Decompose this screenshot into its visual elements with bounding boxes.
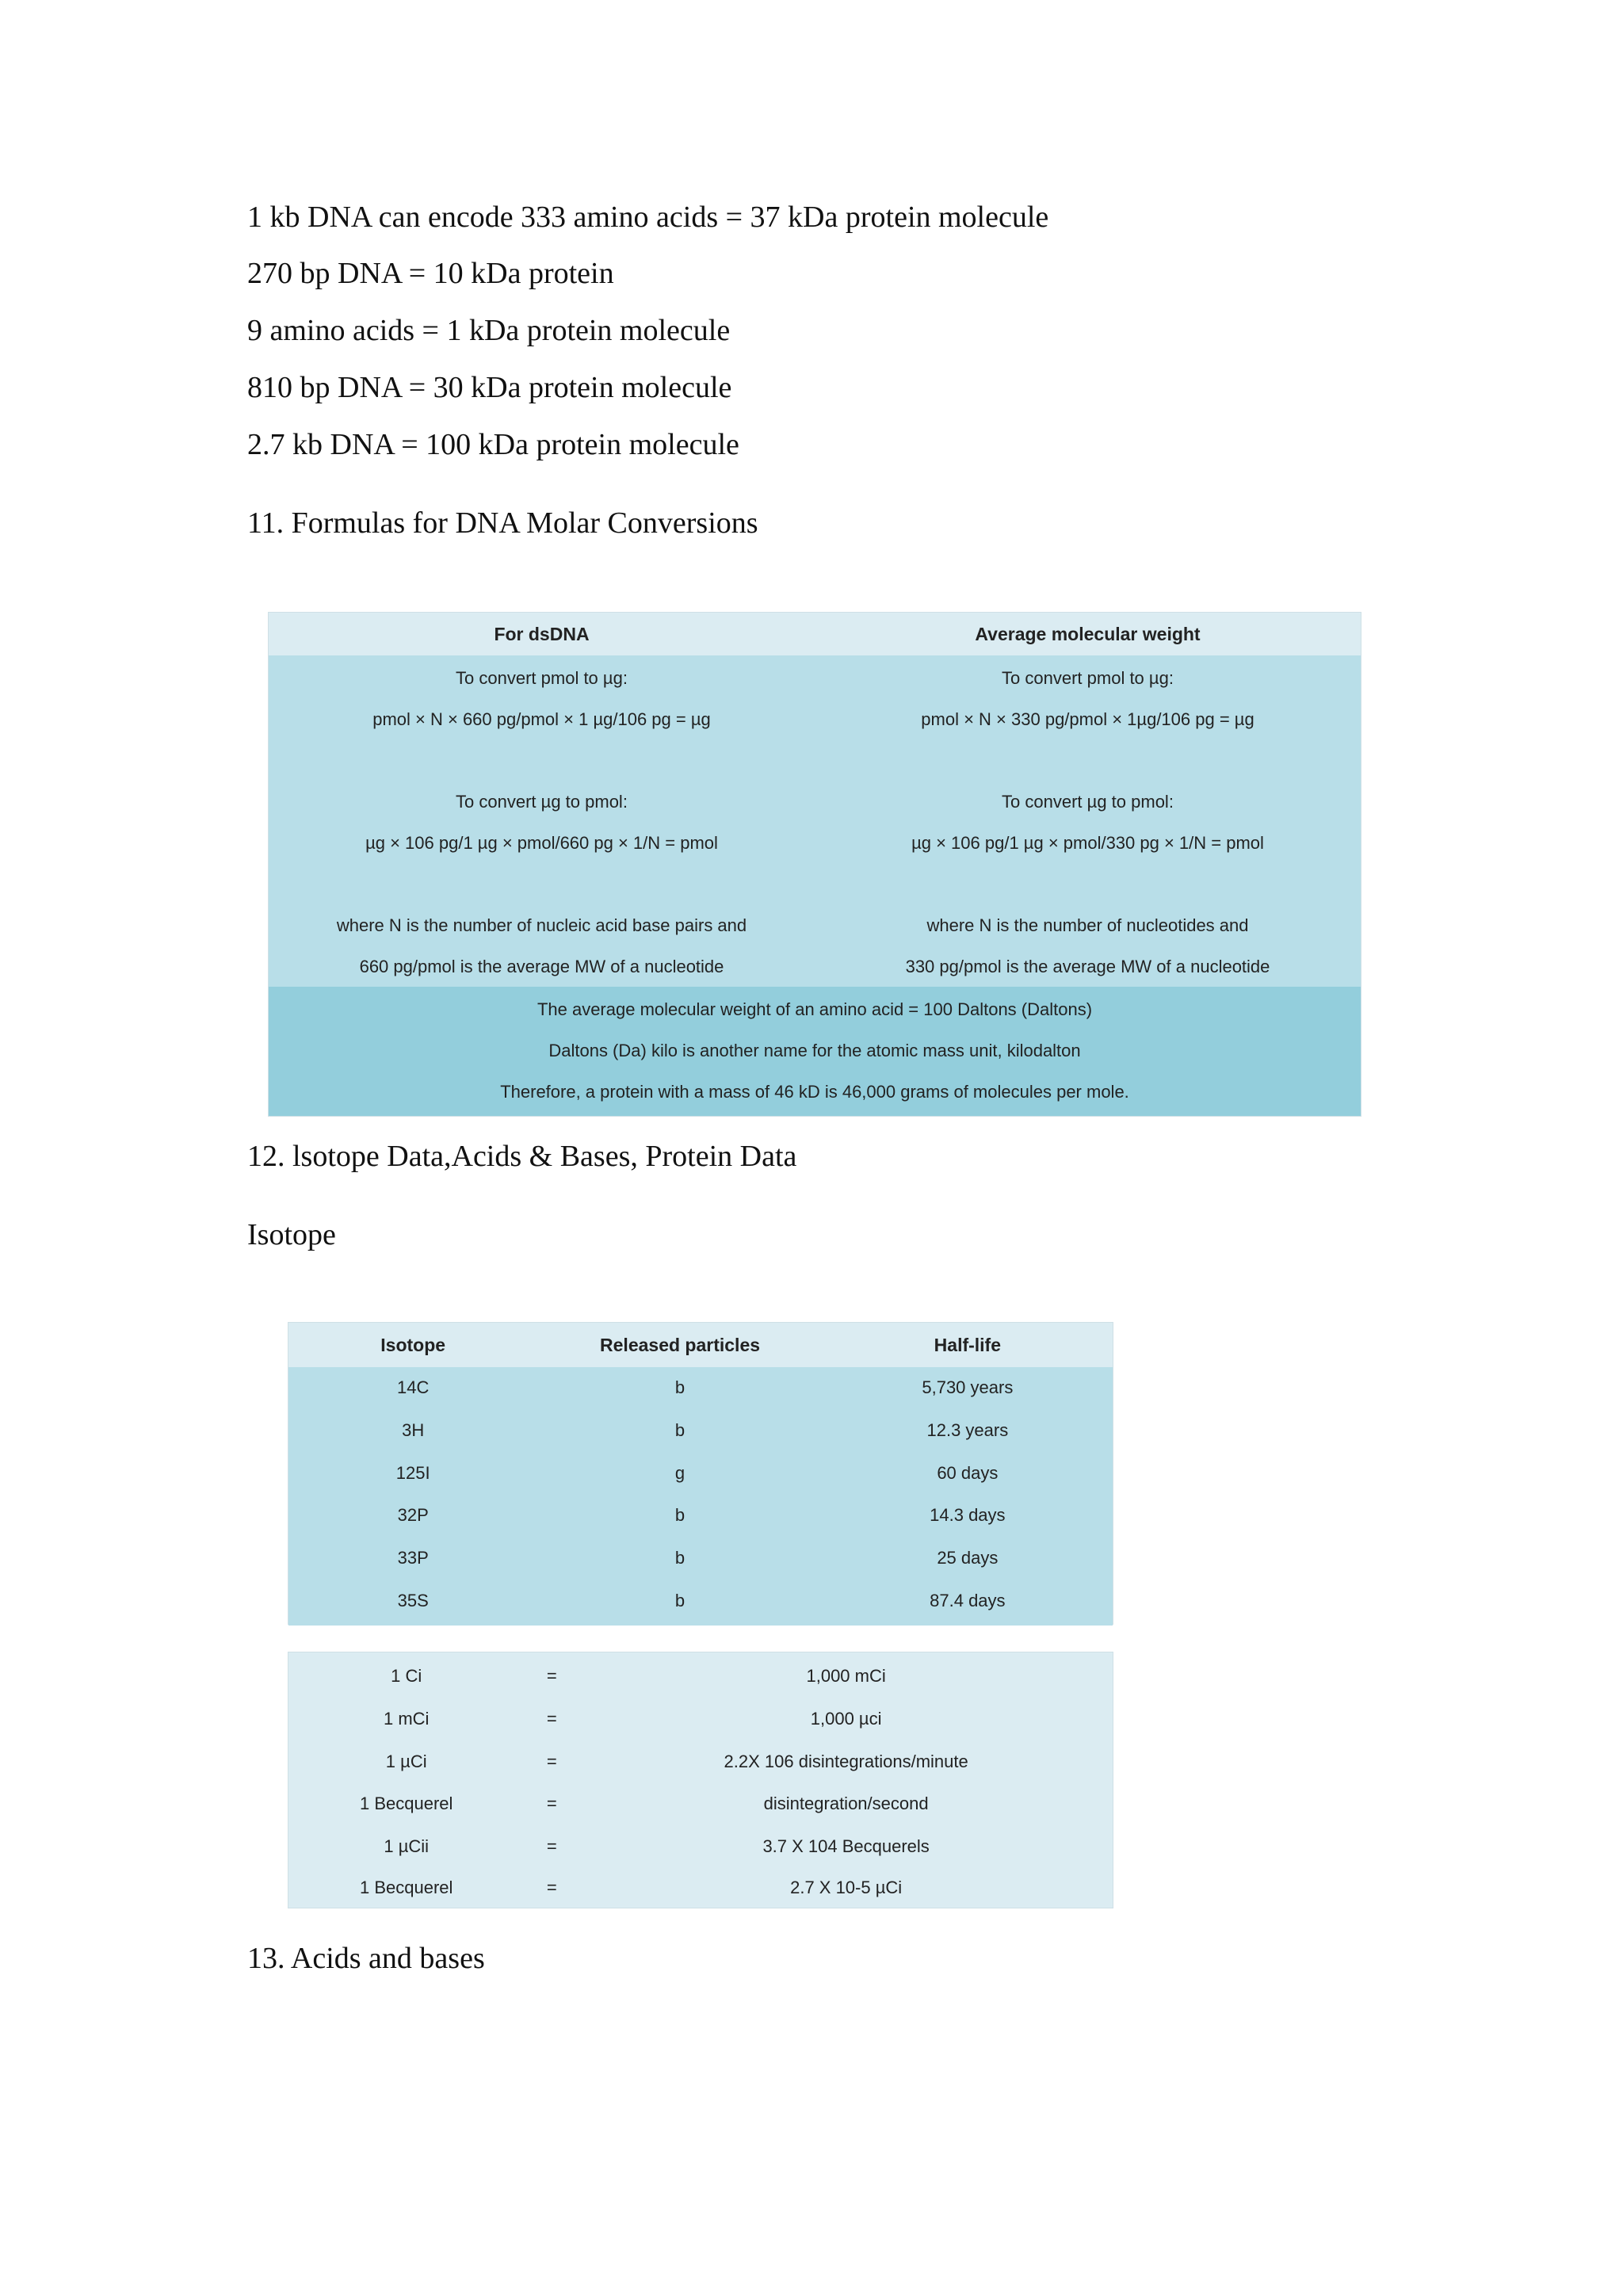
equals-cell: =: [546, 1794, 557, 1813]
section-heading-13: 13. Acids and bases: [247, 1942, 485, 1975]
avg-mw-column: [815, 655, 1361, 987]
footer-line: The average molecular weight of an amino acid = 100 Daltons (Daltons): [537, 999, 1093, 1019]
table-cell-line: 660 pg/pmol is the average MW of a nucleotide: [359, 957, 724, 976]
table-row: [288, 1703, 1113, 1735]
value-cell: 2.2X 106 disintegrations/minute: [724, 1752, 968, 1771]
value-cell: 1,000 µci: [810, 1709, 882, 1729]
footer-line: Therefore, a protein with a mass of 46 kD is 46,000 grams of molecules per mole.: [500, 1082, 1129, 1102]
isotope-cell: 14C: [397, 1377, 430, 1397]
table-cell-line: To convert pmol to µg:: [1002, 668, 1174, 688]
header-cell: Half-life: [934, 1335, 1002, 1355]
table-cell-line: pmol × N × 330 pg/pmol × 1µg/106 pg = µg: [921, 709, 1254, 729]
unit-cell: 1 mCi: [383, 1709, 430, 1729]
table-row: [288, 1788, 1113, 1820]
isotope-table: [288, 1322, 1113, 1625]
isotope-table-header: [288, 1323, 1113, 1367]
header-cell: Average molecular weight: [975, 624, 1201, 644]
isotope-cell: 33P: [397, 1548, 429, 1568]
particle-cell: g: [674, 1463, 685, 1483]
fact-line: 1 kb DNA can encode 333 amino acids = 37 kDa protein molecule: [247, 201, 1049, 234]
isotope-heading: Isotope: [247, 1218, 336, 1251]
header-cell: Released particles: [600, 1335, 761, 1355]
molar-table-body: [269, 655, 1361, 987]
unit-cell: 1 Becquerel: [360, 1878, 453, 1897]
table-row: [288, 1499, 1113, 1531]
half-life-cell: 60 days: [937, 1463, 999, 1483]
particle-cell: b: [674, 1548, 685, 1568]
isotope-cell: 35S: [397, 1591, 429, 1610]
table-cell-line: To convert µg to pmol:: [1002, 792, 1174, 812]
fact-line: 810 bp DNA = 30 kDa protein molecule: [247, 371, 732, 404]
dsdna-column: [269, 655, 815, 987]
half-life-cell: 12.3 years: [926, 1420, 1009, 1440]
unit-cell: 1 Becquerel: [360, 1794, 453, 1813]
table-cell-line: To convert pmol to µg:: [456, 668, 628, 688]
isotope-cell: 32P: [397, 1505, 429, 1525]
fact-line: 2.7 kb DNA = 100 kDa protein molecule: [247, 428, 739, 461]
table-row: [288, 1872, 1113, 1904]
equals-cell: =: [546, 1709, 557, 1729]
molar-table-header: [269, 613, 1361, 655]
half-life-cell: 14.3 days: [930, 1505, 1006, 1525]
particle-cell: b: [674, 1591, 685, 1610]
isotope-cell: 3H: [402, 1420, 425, 1440]
table-cell-line: 330 pg/pmol is the average MW of a nucleotide: [905, 957, 1270, 976]
table-row: [288, 1746, 1113, 1778]
equals-cell: =: [546, 1752, 557, 1771]
isotope-cell: 125I: [395, 1463, 430, 1483]
particle-cell: b: [674, 1505, 685, 1525]
value-cell: 3.7 X 104 Becquerels: [762, 1836, 930, 1856]
footer-line: Daltons (Da) kilo is another name for the atomic mass unit, kilodalton: [548, 1041, 1081, 1060]
table-row: [288, 1585, 1113, 1617]
value-cell: 1,000 mCi: [806, 1666, 886, 1686]
equals-cell: =: [546, 1836, 557, 1856]
particle-cell: b: [674, 1420, 685, 1440]
fact-line: 270 bp DNA = 10 kDa protein: [247, 257, 614, 290]
equals-cell: =: [546, 1666, 557, 1686]
section-heading-12: 12. lsotope Data,Acids & Bases, Protein Data: [247, 1140, 797, 1173]
table-cell-line: µg × 106 pg/1 µg × pmol/660 pg × 1/N = pmol: [365, 833, 718, 853]
table-row: [288, 1831, 1113, 1862]
value-cell: disintegration/second: [763, 1794, 929, 1813]
molar-table-footer: [269, 987, 1361, 1116]
table-row: [288, 1542, 1113, 1574]
table-cell-line: µg × 106 pg/1 µg × pmol/330 pg × 1/N = pmol: [911, 833, 1264, 853]
table-row: [288, 1372, 1113, 1404]
table-cell-line: where N is the number of nucleotides and: [926, 915, 1249, 935]
table-cell-line: To convert µg to pmol:: [456, 792, 628, 812]
table-row: [288, 1415, 1113, 1446]
header-cell: Isotope: [380, 1335, 446, 1355]
radioactivity-units-table: [288, 1652, 1113, 1908]
table-cell-line: where N is the number of nucleic acid base pairs and: [336, 915, 747, 935]
header-cell: For dsDNA: [494, 624, 590, 644]
table-cell-line: pmol × N × 660 pg/pmol × 1 µg/106 pg = µg: [372, 709, 711, 729]
unit-cell: 1 µCi: [385, 1752, 427, 1771]
section-heading-11: 11. Formulas for DNA Molar Conversions: [247, 506, 758, 540]
equals-cell: =: [546, 1878, 557, 1897]
molar-conversion-table: [268, 612, 1361, 1117]
fact-line: 9 amino acids = 1 kDa protein molecule: [247, 314, 731, 347]
unit-cell: 1 µCii: [384, 1836, 430, 1856]
table-row: [288, 1660, 1113, 1692]
particle-cell: b: [674, 1377, 685, 1397]
value-cell: 2.7 X 10-5 µCi: [790, 1878, 903, 1897]
half-life-cell: 5,730 years: [922, 1377, 1014, 1397]
isotope-table-body: [288, 1367, 1113, 1626]
unit-cell: 1 Ci: [391, 1666, 422, 1686]
table-row: [288, 1457, 1113, 1489]
half-life-cell: 87.4 days: [930, 1591, 1006, 1610]
half-life-cell: 25 days: [937, 1548, 999, 1568]
